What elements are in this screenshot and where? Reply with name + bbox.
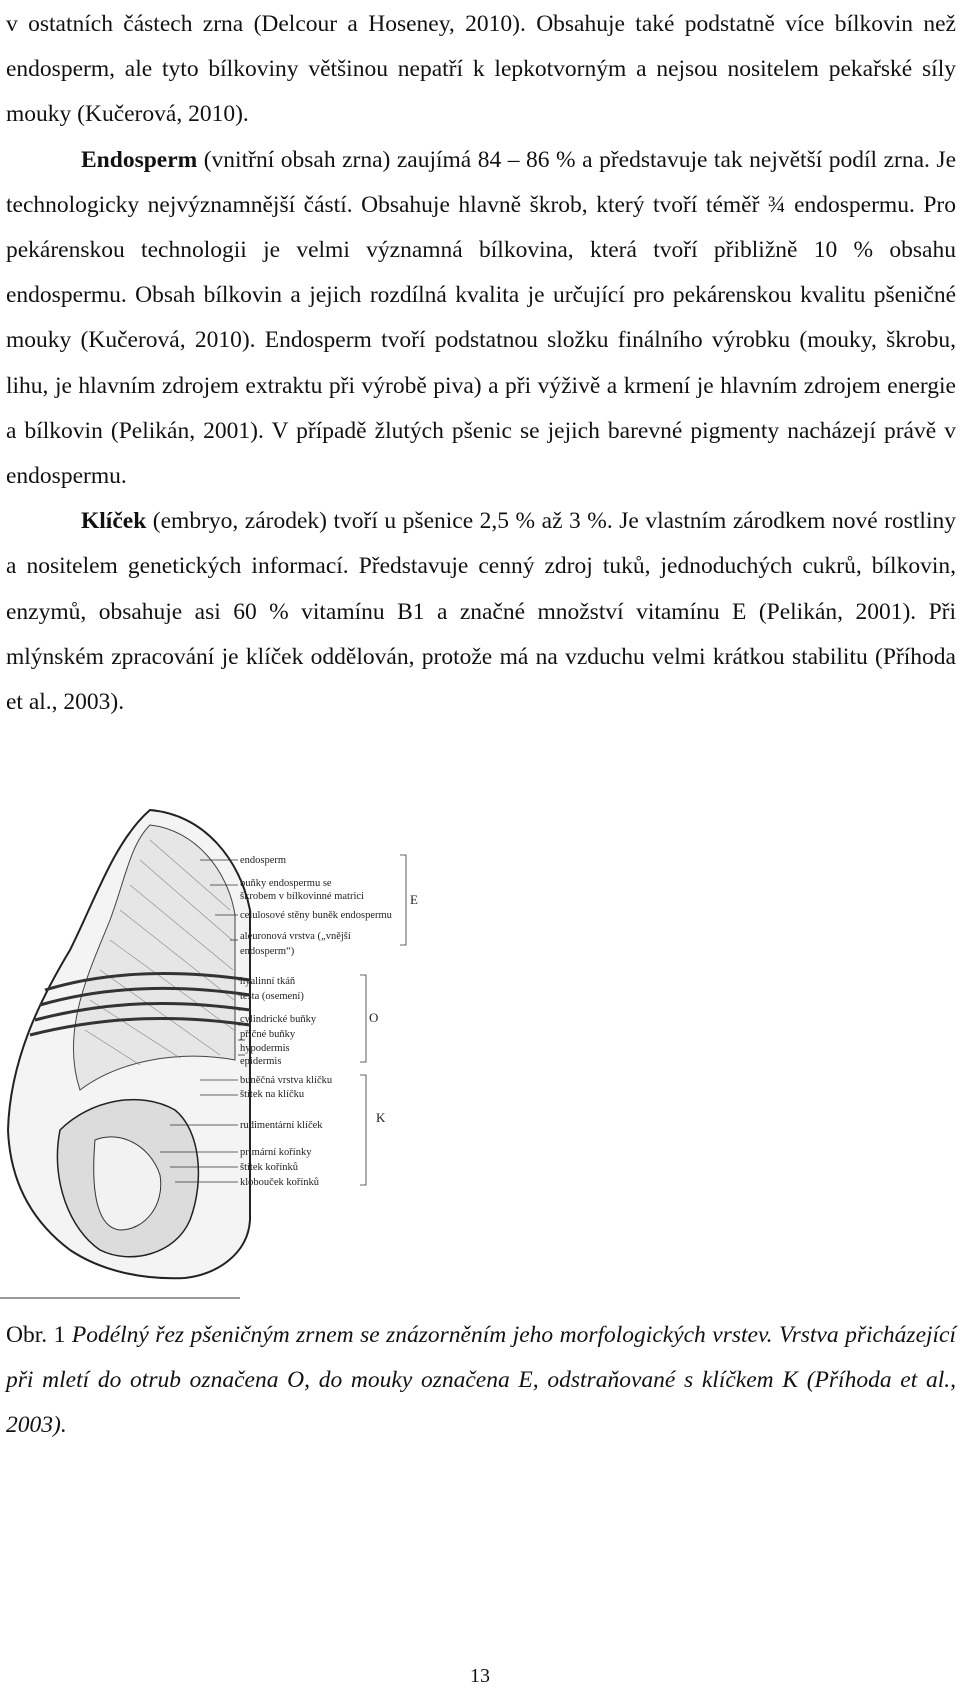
label-stitek: štítek na klíčku bbox=[240, 1089, 305, 1100]
page-number: 13 bbox=[470, 1665, 490, 1687]
label-bunky-2: škrobem v bílkovinné matrici bbox=[240, 891, 364, 902]
paragraph-klicek-text: (embryo, zárodek) tvoří u pšenice 2,5 % až 3 %. Je vlastním zárodkem nové rostliny a nositelem genetických informací. Představuje cenný zdroj tuků, jednoduchých cukrů, bílkovin, enzymů, obsahuje asi 60 % vitamínu B1 a značné množství vitamínu E (Pelikán, 2001). Při mlýnském zpracování je klíček oddělován, protože má na vzduchu velmi krátkou stabilitu (Příhoda et al., 2003). bbox=[6, 508, 956, 716]
label-primarni: primární kořínky bbox=[240, 1147, 312, 1158]
label-aleuron-1: aleuronová vrstva („vnější bbox=[240, 931, 351, 942]
wheat-grain-diagram bbox=[0, 800, 480, 1300]
label-hypodermis: hypodermis bbox=[240, 1043, 290, 1054]
label-rudimentarni: rudimentární klíček bbox=[240, 1120, 323, 1131]
group-label-O: O bbox=[369, 1010, 379, 1025]
label-hyalinni: hyalinní tkáň bbox=[240, 976, 296, 987]
group-brackets bbox=[360, 855, 406, 1185]
label-epidermis: epidermis bbox=[240, 1056, 282, 1067]
label-bunecna: buněčná vrstva klíčku bbox=[240, 1075, 333, 1086]
label-endosperm: endosperm bbox=[240, 855, 287, 866]
endosperm-region bbox=[73, 825, 235, 1090]
caption-text: Podélný řez pšeničným zrnem se znázorněním jeho morfologických vrstev. Vrstva přicházející při mletí do otrub označena O, do mouky označena E, odstraňované s klíčkem K (Příhoda et al., 2003). bbox=[6, 1322, 957, 1439]
label-celulosove: celulosové stěny buněk endospermu bbox=[240, 910, 392, 921]
label-cylindricke: cylindrické buňky bbox=[240, 1014, 317, 1025]
body-text bbox=[6, 2, 956, 725]
label-klobouck: klobouček kořínků bbox=[240, 1177, 320, 1188]
label-stitek-korinku: štítek kořínků bbox=[240, 1162, 299, 1173]
label-pricne: příčné buňky bbox=[240, 1029, 296, 1040]
label-aleuron-2: endosperm“) bbox=[240, 946, 295, 957]
term-klicek: Klíček bbox=[81, 508, 147, 535]
paragraph-klicek bbox=[6, 499, 956, 725]
wheat-grain-figure bbox=[0, 800, 480, 1300]
caption-prefix: Obr. 1 bbox=[6, 1322, 66, 1348]
term-endosperm: Endosperm bbox=[81, 146, 198, 173]
figure-caption bbox=[6, 1313, 956, 1449]
group-label-K: K bbox=[376, 1110, 386, 1125]
group-label-E: E bbox=[410, 892, 418, 907]
paragraph-endosperm-text: (vnitřní obsah zrna) zaujímá 84 – 86 % a představuje tak největší podíl zrna. Je technologicky nejvýznamnější částí. Obsahuje hlavně škrob, který tvoří téměř ¾ endospermu. Pro pekárenskou technologii je velmi významná bílkovina, která tvoří přibližně 10 % obsahu endospermu. Obsah bílkovin a jejich rozdílná kvalita je určující pro pekárenskou kvalitu pšeničné mouky (Kučerová, 2010). Endosperm tvoří podstatnou složku finálního výrobku (mouky, škrobu, lihu, je hlavním zdrojem extraktu při výrobě piva) a při výživě a krmení je hlavním zdrojem energie a bílkovin (Pelikán, 2001). V případě žlutých pšenic se jejich barevné pigmenty nacházejí právě v endospermu. bbox=[6, 146, 956, 490]
paragraph-endosperm bbox=[6, 138, 956, 500]
paragraph-1: v ostatních částech zrna (Delcour a Hoseney, 2010). Obsahuje také podstatně více bílkovin než endosperm, ale tyto bílkoviny většinou nepatří k lepkotvorným a nejsou nositelem pekařské síly mouky (Kučerová, 2010). bbox=[6, 11, 956, 128]
label-bunky-1: buňky endospermu se bbox=[240, 878, 332, 889]
label-testa: testa (osemení) bbox=[240, 991, 304, 1002]
